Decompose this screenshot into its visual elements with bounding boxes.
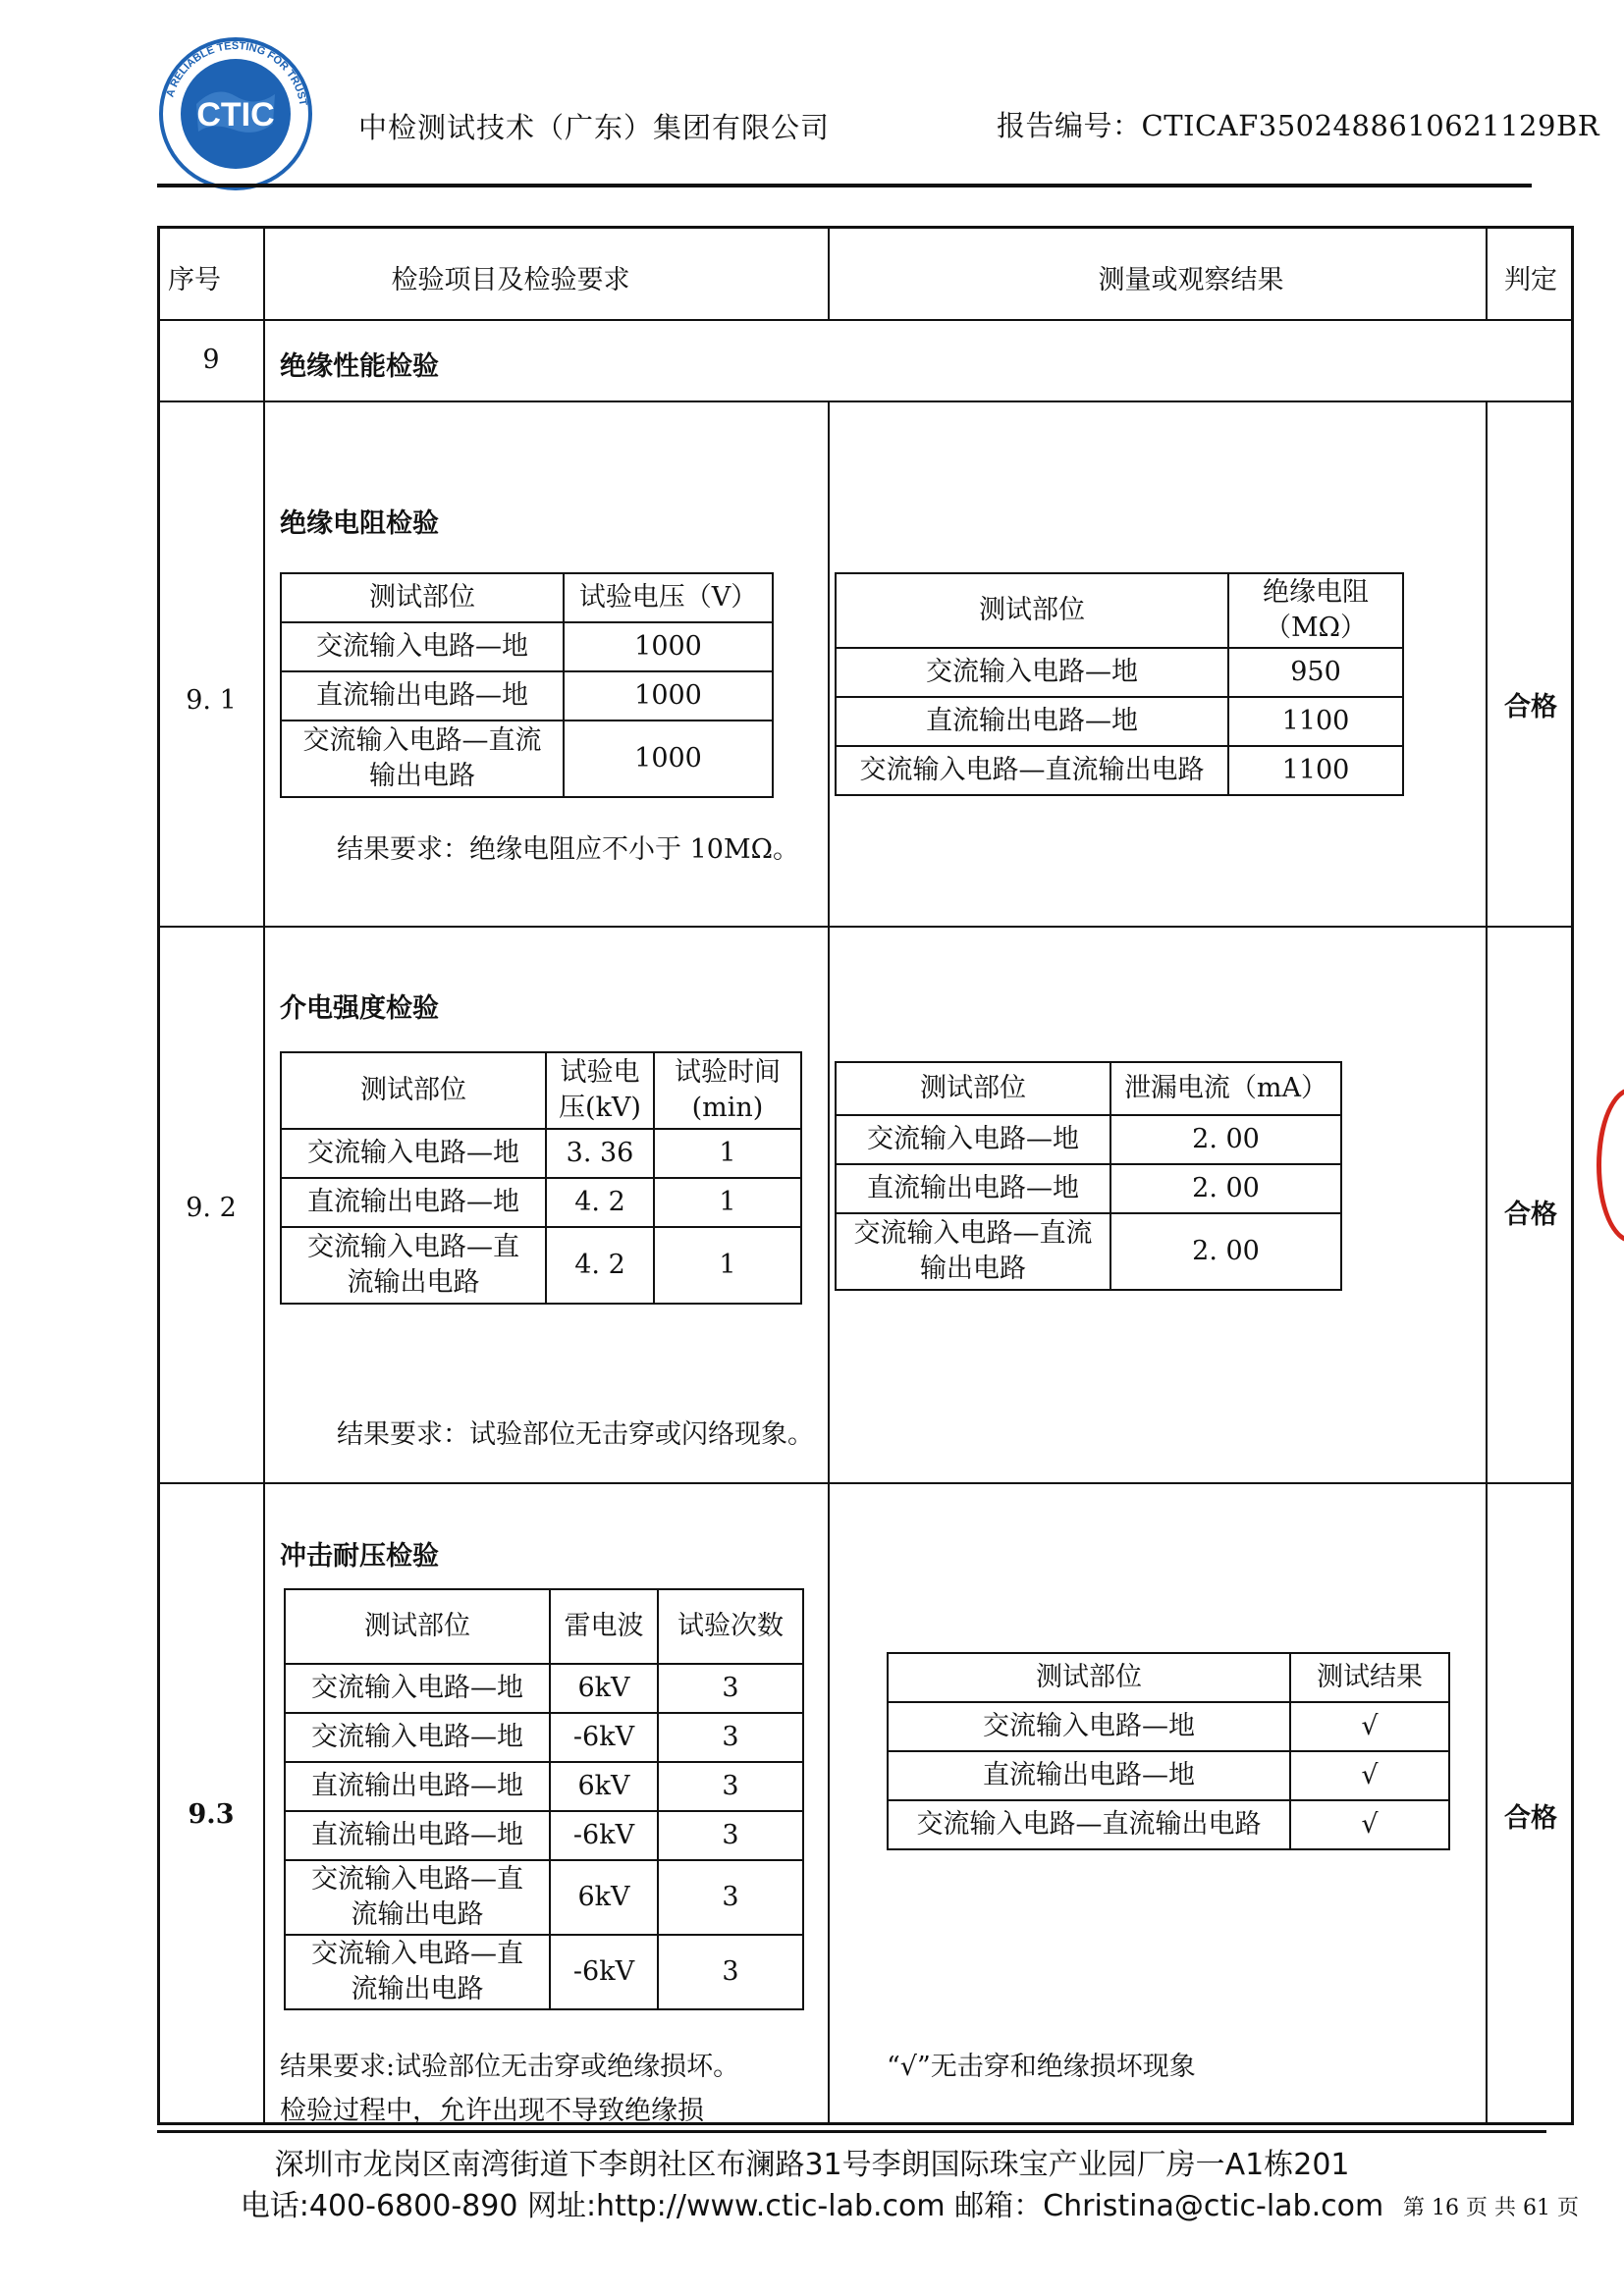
s93-req-wave: 6kV bbox=[550, 1762, 658, 1811]
s91-req-head-part: 测试部位 bbox=[281, 573, 564, 622]
s93-res-part: 交流输入电路—地 bbox=[888, 1702, 1290, 1751]
s93-seq: 9.3 bbox=[188, 1799, 235, 1830]
header-rule bbox=[157, 184, 1532, 187]
s93-res-value: √ bbox=[1290, 1800, 1449, 1849]
s91-req-part: 交流输入电路—地 bbox=[281, 622, 564, 671]
s93-res-head-result: 测试结果 bbox=[1290, 1653, 1449, 1702]
s92-result-table bbox=[835, 1061, 1342, 1291]
footer-rule bbox=[157, 2130, 1546, 2133]
s91-req-head-voltage: 试验电压（V） bbox=[564, 573, 773, 622]
s91-res-part: 直流输出电路—地 bbox=[836, 697, 1228, 746]
s93-requirement-1: 结果要求:试验部位无击穿或绝缘损坏。 bbox=[280, 2052, 740, 2082]
s91-requirement-table bbox=[280, 572, 774, 798]
s92-res-part: 交流输入电路—地 bbox=[836, 1115, 1110, 1164]
s92-requirement: 结果要求：试验部位无击穿或闪络现象。 bbox=[337, 1419, 814, 1450]
s92-req-head-part: 测试部位 bbox=[281, 1052, 546, 1129]
s93-res-value: √ bbox=[1290, 1751, 1449, 1800]
s92-res-value: 2. 00 bbox=[1110, 1115, 1341, 1164]
s91-res-part: 交流输入电路—地 bbox=[836, 648, 1228, 697]
section-9-title: 绝缘性能检验 bbox=[280, 351, 439, 382]
s92-verdict: 合格 bbox=[1504, 1200, 1557, 1230]
s92-res-value: 2. 00 bbox=[1110, 1213, 1341, 1290]
ctic-logo bbox=[157, 35, 314, 192]
page-number: 第 16 页 共 61 页 bbox=[1403, 2196, 1579, 2220]
s92-req-voltage: 4. 2 bbox=[546, 1178, 654, 1227]
svg-text:A RELIABLE TESTING FOR TRUST: A RELIABLE TESTING FOR TRUST bbox=[164, 39, 309, 107]
col-head-verdict: 判定 bbox=[1504, 265, 1557, 295]
s93-req-head-wave: 雷电波 bbox=[550, 1589, 658, 1664]
s91-res-value: 1100 bbox=[1228, 746, 1403, 795]
svg-text:CTIC: CTIC bbox=[196, 96, 275, 133]
footer-address: 深圳市龙岗区南湾街道下李朗社区布澜路31号李朗国际珠宝产业园厂房一A1栋201 bbox=[274, 2148, 1350, 2182]
col-head-seq: 序号 bbox=[168, 265, 221, 295]
s91-req-voltage: 1000 bbox=[564, 671, 773, 721]
s93-req-wave: -6kV bbox=[550, 1811, 658, 1860]
s91-res-value: 1100 bbox=[1228, 697, 1403, 746]
s93-req-count: 3 bbox=[658, 1713, 803, 1762]
s93-req-count: 3 bbox=[658, 1935, 803, 2009]
s93-req-part: 直流输出电路—地 bbox=[285, 1762, 550, 1811]
s93-verdict: 合格 bbox=[1504, 1803, 1557, 1834]
s91-req-part: 直流输出电路—地 bbox=[281, 671, 564, 721]
s93-req-part: 直流输出电路—地 bbox=[285, 1811, 550, 1860]
s93-req-head-part: 测试部位 bbox=[285, 1589, 550, 1664]
s92-res-head-part: 测试部位 bbox=[836, 1062, 1110, 1115]
s93-req-wave: -6kV bbox=[550, 1713, 658, 1762]
s91-verdict: 合格 bbox=[1504, 692, 1557, 722]
row-divider-head bbox=[160, 319, 1574, 321]
s91-requirement: 结果要求：绝缘电阻应不小于 10MΩ。 bbox=[337, 834, 799, 865]
col-divider-item bbox=[828, 400, 830, 2123]
s92-req-part: 直流输出电路—地 bbox=[281, 1178, 546, 1227]
s92-res-part: 直流输出电路—地 bbox=[836, 1164, 1110, 1213]
s91-res-value: 950 bbox=[1228, 648, 1403, 697]
s92-req-part: 交流输入电路—直流输出电路 bbox=[281, 1227, 546, 1304]
col-divider-result-head bbox=[1486, 229, 1488, 319]
footer-contact: 电话:400-6800-890 网址:http://www.ctic-lab.com 邮箱：Christina@ctic-lab.com bbox=[240, 2189, 1384, 2223]
s92-req-voltage: 3. 36 bbox=[546, 1129, 654, 1178]
inspection-table bbox=[157, 226, 1574, 2125]
col-head-result: 测量或观察结果 bbox=[1098, 265, 1284, 295]
s93-req-count: 3 bbox=[658, 1664, 803, 1713]
s91-res-part: 交流输入电路—直流输出电路 bbox=[836, 746, 1228, 795]
s92-req-time: 1 bbox=[654, 1227, 801, 1304]
s91-result-table bbox=[835, 572, 1404, 796]
s91-title: 绝缘电阻检验 bbox=[280, 508, 439, 539]
s93-note: “√”无击穿和绝缘损坏现象 bbox=[887, 2052, 1196, 2082]
s93-req-wave: 6kV bbox=[550, 1664, 658, 1713]
s92-res-head-current: 泄漏电流（mA） bbox=[1110, 1062, 1341, 1115]
company-name: 中检测试技术（广东）集团有限公司 bbox=[358, 111, 831, 144]
s93-req-part: 交流输入电路—地 bbox=[285, 1664, 550, 1713]
report-number: 报告编号：CTICAF3502488610621129BR bbox=[997, 109, 1600, 142]
s91-seq: 9. 1 bbox=[186, 685, 237, 716]
s92-title: 介电强度检验 bbox=[280, 993, 439, 1024]
s92-req-voltage: 4. 2 bbox=[546, 1227, 654, 1304]
s93-req-wave: -6kV bbox=[550, 1935, 658, 2009]
s91-req-voltage: 1000 bbox=[564, 721, 773, 797]
col-head-item: 检验项目及检验要求 bbox=[391, 265, 630, 295]
s93-req-count: 3 bbox=[658, 1762, 803, 1811]
red-seal-edge bbox=[1597, 1088, 1624, 1243]
s92-requirement-table bbox=[280, 1051, 802, 1305]
s93-req-count: 3 bbox=[658, 1860, 803, 1935]
s93-requirement-2: 检验过程中，允许出现不导致绝缘损 bbox=[280, 2096, 704, 2126]
s92-res-value: 2. 00 bbox=[1110, 1164, 1341, 1213]
s92-seq: 9. 2 bbox=[186, 1193, 237, 1223]
s93-req-wave: 6kV bbox=[550, 1860, 658, 1935]
s93-requirement-table bbox=[284, 1588, 804, 2010]
row-divider-9 bbox=[160, 400, 1574, 402]
s92-req-part: 交流输入电路—地 bbox=[281, 1129, 546, 1178]
s93-res-part: 交流输入电路—直流输出电路 bbox=[888, 1800, 1290, 1849]
s92-req-head-voltage: 试验电压(kV) bbox=[546, 1052, 654, 1129]
s93-req-head-count: 试验次数 bbox=[658, 1589, 803, 1664]
s93-req-part: 交流输入电路—直流输出电路 bbox=[285, 1935, 550, 2009]
s92-res-part: 交流输入电路—直流输出电路 bbox=[836, 1213, 1110, 1290]
s92-req-head-time: 试验时间(min) bbox=[654, 1052, 801, 1129]
s93-res-head-part: 测试部位 bbox=[888, 1653, 1290, 1702]
s93-req-part: 交流输入电路—直流输出电路 bbox=[285, 1860, 550, 1935]
col-divider-result bbox=[1486, 400, 1488, 2123]
s93-res-part: 直流输出电路—地 bbox=[888, 1751, 1290, 1800]
col-divider-seq bbox=[263, 229, 265, 2123]
row-divider-91 bbox=[160, 926, 1574, 928]
s92-req-time: 1 bbox=[654, 1178, 801, 1227]
s93-req-part: 交流输入电路—地 bbox=[285, 1713, 550, 1762]
s92-req-time: 1 bbox=[654, 1129, 801, 1178]
s91-req-voltage: 1000 bbox=[564, 622, 773, 671]
s91-res-head-part: 测试部位 bbox=[836, 573, 1228, 648]
s93-req-count: 3 bbox=[658, 1811, 803, 1860]
s93-res-value: √ bbox=[1290, 1702, 1449, 1751]
s93-title: 冲击耐压检验 bbox=[280, 1541, 439, 1572]
col-divider-item-head bbox=[828, 229, 830, 319]
section-9-seq: 9 bbox=[202, 345, 220, 375]
s91-req-part: 交流输入电路—直流输出电路 bbox=[281, 721, 564, 797]
s91-res-head-resistance: 绝缘电阻（MΩ） bbox=[1228, 573, 1403, 648]
row-divider-92 bbox=[160, 1482, 1574, 1484]
s93-result-table bbox=[887, 1652, 1450, 1850]
